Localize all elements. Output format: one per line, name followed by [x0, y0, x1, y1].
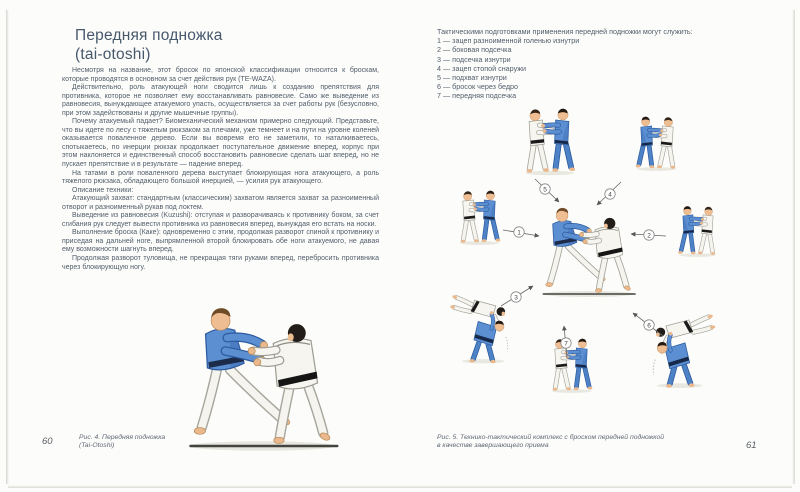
figure-4-caption [79, 434, 165, 450]
tactics-list [437, 27, 769, 101]
page-number-right: 61 [746, 440, 757, 451]
paragraph: Несмотря на название, этот бросок по японской классификации относится к броскам, которые проводятся в основном за счет действия рук (TE-WAZA). [62, 67, 379, 83]
figure-5-caption [437, 434, 664, 450]
page-edge-bottom [8, 485, 792, 488]
caption-line: в качестве завершающего приема [437, 442, 549, 450]
pair-left [460, 191, 501, 245]
badge-3: 3 [514, 294, 518, 302]
arrows [501, 179, 666, 358]
paragraph: Выведение из равновесия (Kuzushi): отступая и разворачиваясь к противнику боком, за счет сгибания рук следует вывести противника из равновесия вперед, вынуждая его встать на носки. [62, 212, 379, 228]
pair-top-right [636, 117, 677, 171]
title-line-1: Передняя подножка [75, 27, 223, 44]
badge-6: 6 [647, 322, 651, 330]
paragraph: Действительно, роль атакующей ноги сводится лишь к созданию препятствия для противника, которое не позволяет ему восстанавливать равновесие. Само же выведение из равновесия, вынуждающее атакуемого упасть, осуществляется за счет работы рук (безусловно, при этом задействованы и другие мышечные группы). [62, 84, 379, 117]
tactic-item: 3 — подсечка изнутри [437, 54, 511, 64]
tactic-item: 2 — боковая подсечка [437, 45, 512, 55]
caption-line: Рис. 4. Передняя подножка [79, 434, 166, 441]
number-badges [511, 184, 654, 348]
badge-7: 7 [564, 340, 568, 348]
tactic-item: 1 — зацеп разноименной голенью изнутри [437, 36, 580, 46]
page-edge-left [6, 10, 9, 484]
tactic-item: 7 — передняя подсечка [437, 91, 517, 101]
page-title [75, 27, 223, 64]
pair-bottom-middle [552, 339, 593, 393]
left-page-body [62, 67, 379, 272]
tactic-item: 6 — бросок через бедро [437, 82, 519, 92]
tai-otoshi-illustration [146, 302, 378, 462]
paragraph: На татами в роли поваленного дерева выступает блокирующая нога атакующего, а роль тяжелого рюкзака, обладающего большой инерцией, — усилия рук атакующего. [62, 169, 379, 186]
badge-4: 4 [608, 191, 612, 199]
caption-line: Рис. 5. Технико-тактический комплекс с броском передней подножкой [437, 434, 665, 441]
badge-2: 2 [647, 232, 651, 240]
pair-top-left [525, 109, 575, 176]
central-tai-otoshi [542, 208, 635, 297]
paragraph: Описание техники: [72, 186, 134, 194]
tactic-item: 4 — зацеп стопой снаружи [437, 63, 527, 73]
page-number-left: 60 [42, 436, 53, 447]
pair-bottom-left [450, 295, 508, 364]
title-line-2: (tai-otoshi) [75, 45, 151, 63]
tactical-complex-diagram [437, 106, 770, 430]
pair-right [678, 206, 716, 257]
pair-bottom-right [653, 314, 715, 388]
paragraph: Выполнение броска (Каке): одновременно с этим, продолжая разворот спиной к противнику и приседая на дальней ноге, выпрямленной второй блокировать обе ноги атакуемого, не давая ему возможности шагнуть вперед. [62, 229, 379, 254]
paragraph: Атакующий захват: стандартным (классическим) захватом является захват за разноименный отворот и разноименный рукав под локтем. [62, 195, 379, 211]
badge-1: 1 [517, 229, 521, 237]
page-edge-right [792, 10, 795, 484]
paragraph: Почему атакуемый падает? Биомеханический механизм примерно следующий. Представьте, что вы идете по лесу с тяжелым рюкзаком за плечами, уже темнеет и на пути на уровне коленей оказывается поваленное дерево. Если вы вовремя его не заметили, то наталкиваетесь, спотыкаетесь, по инерции рюкзак продолжает поступательное движение вперед, корпус при этом наклоняется и единственный способ восстановить равновесие сделать шаг вперед, но не пускает препятствие и в результате — падение вперед. [62, 118, 379, 169]
tai-otoshi-pair [189, 308, 338, 451]
caption-line: (Tai-Otoshi) [79, 442, 115, 450]
paragraph: Продолжая разворот туловища, не прекращая тяги руками вперед, перебросить противника через блокирующую ногу. [62, 255, 379, 271]
tactics-intro: Тактическими подготовками применения передней подножки могут служить: [437, 27, 693, 36]
badge-5: 5 [543, 186, 547, 194]
tactic-item: 5 — подхват изнутри [437, 73, 507, 83]
